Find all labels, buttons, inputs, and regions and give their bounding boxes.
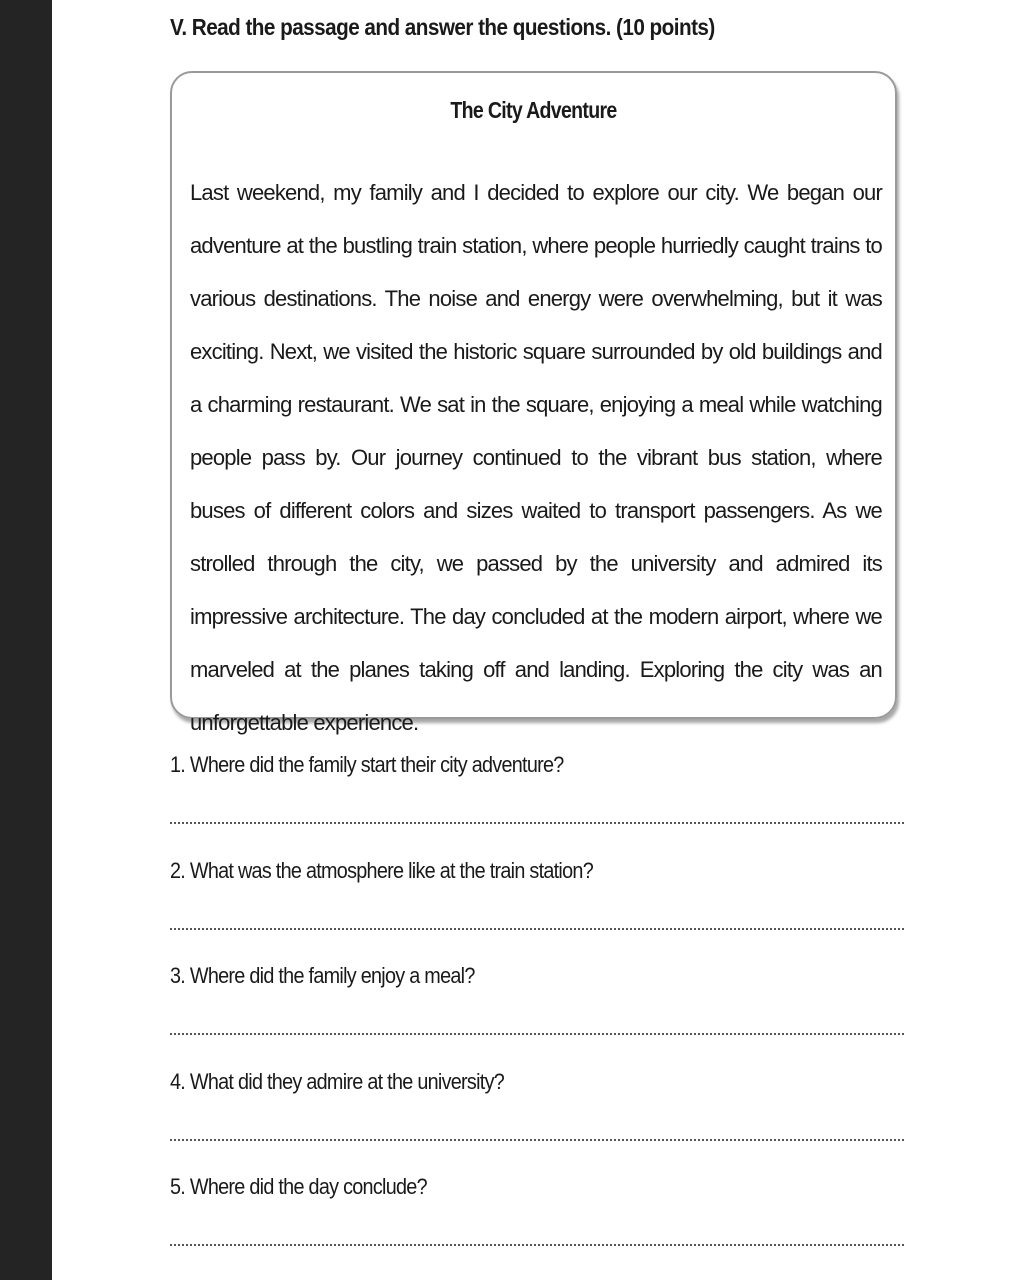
answer-line[interactable] — [170, 1244, 904, 1246]
question-item — [170, 858, 904, 964]
question-item — [170, 1174, 904, 1280]
question-text: 5. Where did the day conclude? — [170, 1174, 427, 1199]
left-dark-margin — [0, 0, 52, 1280]
passage-text: Last weekend, my family and I decided to explore our city. We began our adventure at the bustling train station, where people hurriedly caught trains to various destinations. The noise and energy were overwhelming, but it was exciting. Next, we visited the historic square surrounded by old buildings and a charming restaurant. We sat in the square, enjoying a meal while watching people pass by. Our journey continued to the vibrant bus station, where buses of different colors and sizes waited to transport passengers. As we strolled through the city, we passed by the university and admired its impressive architecture. The day concluded at the modern airport, where we marveled at the planes taking off and landing. Exploring the city was an unforgettable experience. — [190, 180, 882, 735]
section-heading: V. Read the passage and answer the questions. (10 points) — [170, 14, 715, 40]
question-text: 4. What did they admire at the university? — [170, 1068, 505, 1094]
question-text: 2. What was the atmosphere like at the train station? — [170, 857, 593, 883]
question-text: 1. Where did the family start their city adventure? — [170, 752, 564, 777]
question-list — [170, 752, 904, 1280]
question-text: 3. Where did the family enjoy a meal? — [170, 963, 475, 988]
question-item — [170, 963, 904, 1069]
passage-box — [170, 71, 897, 735]
answer-line[interactable] — [170, 822, 904, 824]
answer-line[interactable] — [170, 1033, 904, 1035]
question-item — [170, 1069, 904, 1175]
question-item — [170, 752, 904, 858]
answer-line[interactable] — [170, 1139, 904, 1141]
passage-title: The City Adventure — [450, 97, 617, 123]
answer-line[interactable] — [170, 928, 904, 930]
worksheet-page — [52, 0, 1024, 1280]
